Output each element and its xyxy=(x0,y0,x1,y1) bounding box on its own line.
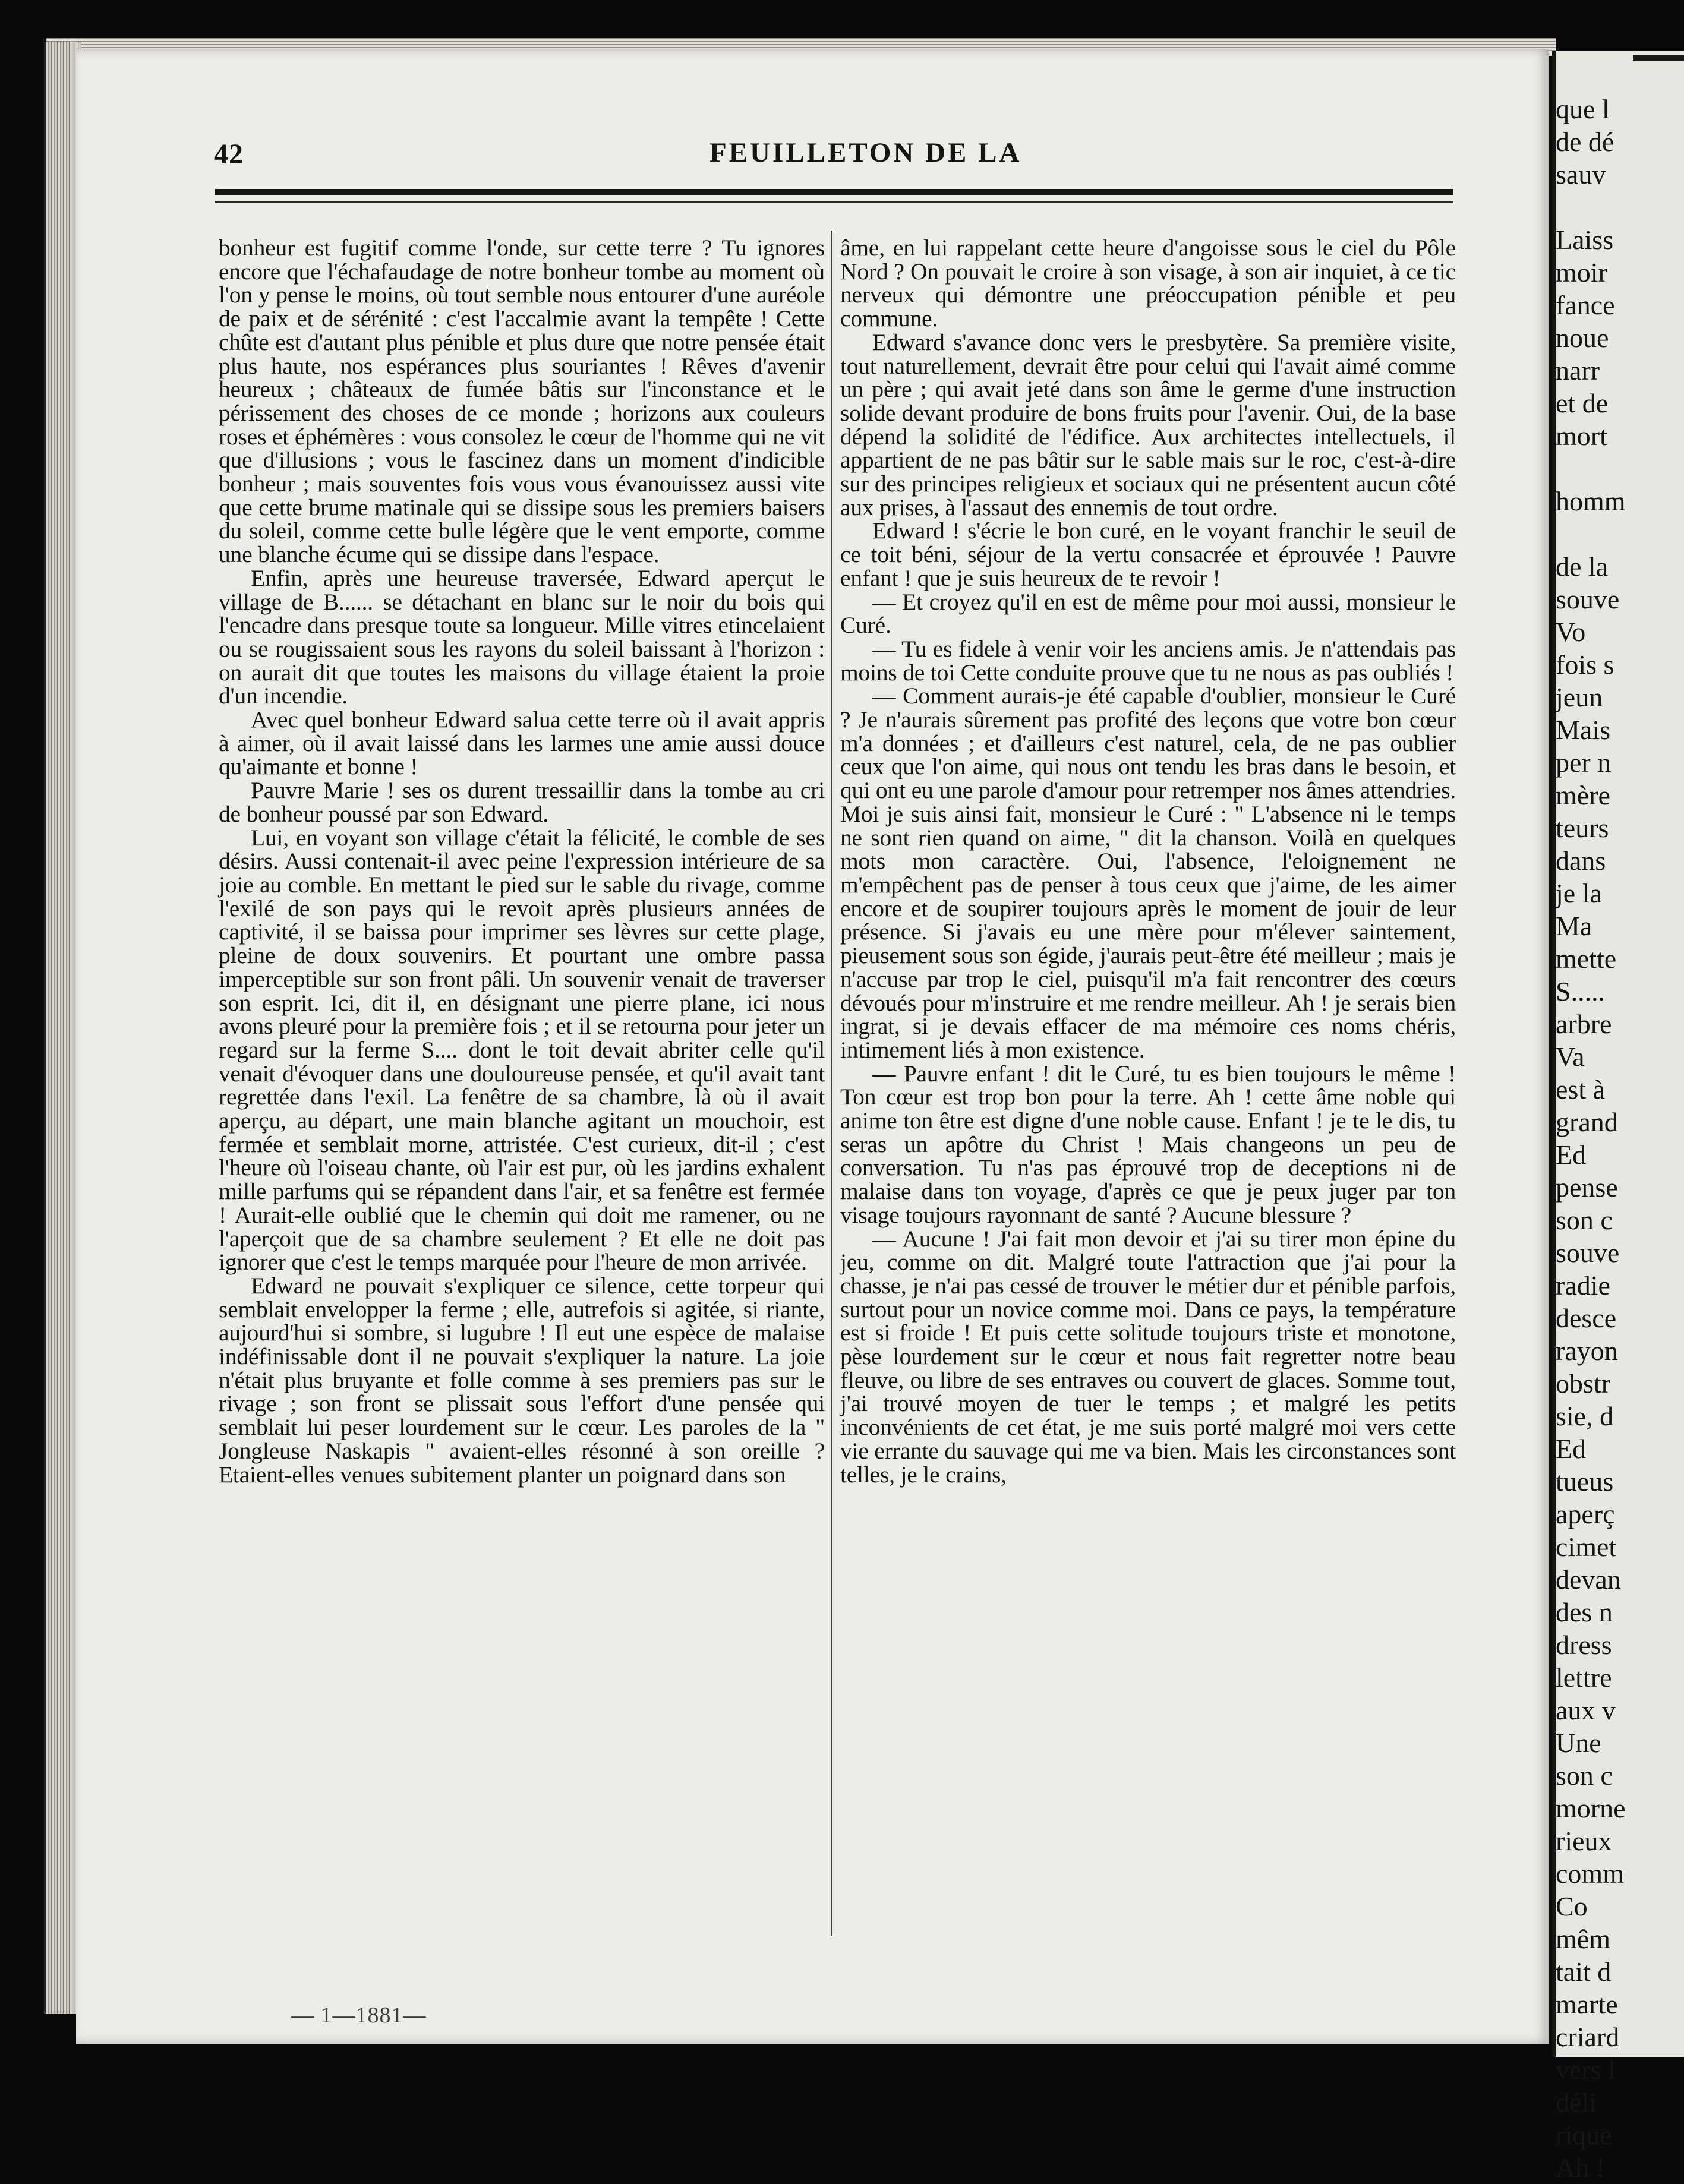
next-page-line: Laiss xyxy=(1556,225,1614,255)
next-page-line: Ed xyxy=(1556,1434,1587,1464)
next-page-line xyxy=(1481,191,1684,223)
next-page-line: des n xyxy=(1556,1597,1613,1627)
next-page-line: Mais xyxy=(1556,715,1610,745)
footer-mark: — 1—1881— xyxy=(291,2003,427,2028)
next-page-line xyxy=(1481,517,1684,550)
next-page-line: mort xyxy=(1556,421,1607,451)
book-page-right-edge xyxy=(1552,51,1684,2183)
paragraph: — Tu es fidele à venir voir les anciens amis. Je n'attendais pas moins de toi Cette conduite prouve que tu ne nous as pas oubliés ! xyxy=(840,635,1456,686)
next-page-line: sauv xyxy=(1556,159,1606,190)
paragraph: Edward ne pouvait s'expliquer ce silence, cette torpeur qui semblait envelopper la ferme ; elle, autrefois si agitée, si riante, aujourd'hui si sombre, si lugubre ! Il eut une espèce de malaise indéfinissable dont il ne pouvait s'expliquer la nature. La joie n'était plus bruyante et folle comme à ses premiers pas sur le rivage ; son front se plissait sous l'effort d'une pensée qui semblait lui peser lourdement sur le cœur. Les paroles de la " Jongleuse Naskapis " avaient-elles résonné à son oreille ? Etaient-elles venues subitement planter un poignard dans son xyxy=(219,1272,825,1488)
next-page-line: vers l xyxy=(1556,2054,1616,2085)
paragraph: Edward s'avance donc vers le presbytère. Sa première visite, tout naturellement, devrait être pour celui qui l'avait aimé comme un père ; qui avait jeté dans son âme le germe d'une instruction solide devant produire de bons fruits pour l'avenir. Oui, de la base dépend la solidité de l'édifice. Aux architectes intellectuels, il appartient de ne pas bâtir sur le sable mais sur le roc, c'est-à-dire sur des principes religieux et sociaux qui ne présentent aucun côté aux prises, à l'assaut des ennemis de tout ordre. xyxy=(840,329,1456,520)
paragraph: — Comment aurais-je été capable d'oublier, monsieur le Curé ? Je n'aurais sûrement pas profité des leçons que votre bon cœur m'a données ; et d'ailleurs c'est naturel, cela, de ne pas oublier ceux que l'on aime, qui nous ont tendu les bras dans le besoin, et qui ont eu une parole d'amour pour retremper nos âmes attendries. Moi je suis ainsi fait, monsieur le Curé : " L'absence ni le temps ne sont rien quand on aime, " dit la chanson. Voilà en quelques mots mon caractère. Oui, l'absence, l'eloignement ne m'empêchent pas de penser à tous ceux que j'aime, de les aimer encore et de soupirer toujours après le moment de jouir de leur présence. Si j'avais eu une mère pour m'élever saintement, pieusement sous son égide, j'aurais peut-être été meilleur ; mais je n'accuse par trop le ciel, puisqu'il m'a fait rencontrer des cœurs dévoués pour m'instruire et me rendre meilleur. Ah ! je serais bien ingrat, si je devais effacer de ma mémoire ces noms chéris, intimement liés à mon existence. xyxy=(840,683,1456,1063)
text-column-left xyxy=(219,236,825,1486)
next-page-line: fance xyxy=(1556,290,1615,320)
next-page-line: mette xyxy=(1556,943,1617,974)
next-page-line: que l xyxy=(1556,94,1610,124)
next-page-line: mêm xyxy=(1556,1924,1610,1954)
next-page-line: Ed xyxy=(1556,1140,1587,1170)
paragraph: — Pauvre enfant ! dit le Curé, tu es bien toujours le même ! Ton cœur est trop bon pour la terre. Ah ! cette âme noble qui anime ton être est digne d'une noble cause. Enfant ! je te le dis, tu seras un apôtre du Christ ! Mais changeons un peu de conversation. Tu n'as pas éprouvé trop de deceptions ni de malaise dans ton voyage, d'après ce que je peux juger par ton visage toujours rayonnant de santé ? Aucune blessure ? xyxy=(840,1060,1456,1228)
next-page-line: S..... xyxy=(1556,976,1606,1006)
next-page-line: aperç xyxy=(1556,1499,1615,1529)
text-column-right xyxy=(840,236,1456,1486)
next-page-line: arbre xyxy=(1556,1009,1612,1039)
next-page-line: de la xyxy=(1556,551,1609,582)
next-page-line xyxy=(1481,452,1684,485)
column-divider xyxy=(831,231,832,1936)
next-page-line: moir xyxy=(1556,257,1607,288)
next-page-line: marte xyxy=(1556,1989,1618,2019)
next-page-line: per n xyxy=(1556,747,1612,778)
next-page-line: mère xyxy=(1556,780,1610,810)
next-page-line: est à xyxy=(1556,1074,1606,1104)
next-page-line: jeun xyxy=(1556,682,1603,712)
paragraph: Lui, en voyant son village c'était la félicité, le comble de ses désirs. Aussi contenait-il avec peine l'expression intérieure de sa joie au comble. En mettant le pied sur le sable du rivage, comme l'exilé de son pays qui le revoit après plusieurs années de captivité, il se baissa pour imprimer ses lèvres sur cette plage, pleine de doux souvenirs. Et pourtant une ombre passa imperceptible sur son front pâli. Un souvenir venait de traverser son esprit. Ici, dit il, en désignant une pierre plane, ici nous avons pleuré pour la première fois ; et il se retourna pour jeter un regard sur la ferme S.... dont le toit devait abriter celle qu'il venait d'évoquer dans une douloureuse pensée, et qu'il avait tant regrettée dans l'exil. La fenêtre de sa chambre, là où il avait aperçu, au départ, une main blanche agitant un mouchoir, est fermée et semblait morne, attristée. C'est curieux, dit-il ; c'est l'heure où l'oiseau chante, où l'air est pur, où les jardins exhalent mille parfums qui se répandent dans l'air, et sa fenêtre est fermée ! Aurait-elle oublié que le chemin qui doit me ramener, ou ne l'aperçoit que de sa chambre seulement ? Et elle ne doit pas ignorer que c'est le temps marquée pour l'heure de mon arrivée. xyxy=(219,824,825,1276)
next-page-line: radie xyxy=(1556,1270,1610,1301)
paragraph: Pauvre Marie ! ses os durent tressaillir dans la tombe au cri de bonheur poussé par son Edward. xyxy=(219,777,825,827)
next-page-line: narr xyxy=(1556,355,1600,386)
next-page-line: aux v xyxy=(1556,1695,1616,1725)
next-page-line: homm xyxy=(1556,486,1626,516)
paragraph: Enfin, après une heureuse traversée, Edward aperçut le village de B...... se détachant en blanc sur le noir du bois qui l'encadre dans presque toute sa longueur. Mille vitres etincelaient ou se rougissaient sous les rayons du soleil baissant à l'horizon : on aurait dit que toutes les maisons du village étaient la proie d'un incendie. xyxy=(219,564,825,709)
next-page-line: devan xyxy=(1556,1564,1621,1595)
next-page-line: de dé xyxy=(1556,127,1614,157)
next-page-line: je la xyxy=(1556,878,1602,908)
next-page-line: et de xyxy=(1556,388,1609,418)
next-page-line: pense xyxy=(1556,1172,1618,1203)
next-page-line: Co xyxy=(1556,1891,1588,1921)
next-page-line: déli xyxy=(1556,2087,1597,2117)
next-page-line: dans xyxy=(1556,845,1606,876)
next-page-line: tait d xyxy=(1556,1956,1612,1987)
next-page-line: Vo xyxy=(1556,617,1586,647)
next-page-line: rieux xyxy=(1556,1826,1612,1856)
next-page-line: cimet xyxy=(1556,1532,1617,1562)
next-page-text xyxy=(1556,69,1684,2184)
next-page-line: desce xyxy=(1556,1303,1617,1333)
next-page-line: obstr xyxy=(1556,1368,1610,1399)
next-page-line: morne xyxy=(1556,1793,1626,1823)
next-page-line: souve xyxy=(1556,584,1620,614)
next-page-line: grand xyxy=(1556,1107,1618,1137)
paragraph: bonheur est fugitif comme l'onde, sur cette terre ? Tu ignores encore que l'échafaudage de notre bonheur tombe au moment où l'on y pense le moins, où tout semble nous entourer d'une auréole de paix et de sérénité : c'est l'accalmie avant la tempête ! Cette chûte est d'autant plus pénible et plus dure que notre pensée était plus haute, nos espérances plus souriantes ! Rêves d'avenir heureux ; châteaux de fumée bâtis sur l'inconstance et le périssement des choses de ce monde ; horizons aux couleurs roses et éphémères : vous consolez le cœur de l'homme qui ne vit que d'illusions ; vous le fascinez dans un moment d'indicible bonheur ; mais souventes fois vous vous évanouissez aussi vite que cette brume matinale qui se dissipe sous les premiers baisers du soleil, comme cette bulle légère que le vent emporte, comme une blanche écume qui se dissipe dans l'espace. xyxy=(219,235,825,568)
next-page-line: son c xyxy=(1556,1760,1613,1791)
next-page-line: tueus xyxy=(1556,1466,1614,1497)
next-page-line: comm xyxy=(1556,1858,1624,1889)
running-title: FEUILLETON DE LA xyxy=(709,137,1022,168)
next-page-line: sie, d xyxy=(1556,1401,1614,1431)
next-page-line: noue xyxy=(1556,323,1609,353)
paragraph: Edward ! s'écrie le bon curé, en le voyant franchir le seuil de ce toit béni, séjour de la vertu consacrée et éprouvée ! Pauvre enfant ! que je suis heureux de te revoir ! xyxy=(840,517,1456,591)
page-number: 42 xyxy=(214,138,244,170)
paragraph: — Et croyez qu'il en est de même pour moi aussi, monsieur le Curé. xyxy=(840,588,1456,639)
header-rule-thin xyxy=(215,201,1453,203)
paragraph: âme, en lui rappelant cette heure d'angoisse sous le ciel du Pôle Nord ? On pouvait le croire à son visage, à son air inquiet, à ce tic nerveux qui démontre une préoccupation pénible et peu commune. xyxy=(840,235,1456,332)
next-page-line: lettre xyxy=(1556,1662,1612,1693)
next-page-line: Une xyxy=(1556,1728,1601,1758)
next-page-line: fois s xyxy=(1556,649,1614,680)
next-page-line: criard xyxy=(1556,2022,1620,2052)
paragraph: Avec quel bonheur Edward salua cette terre où il avait appris à aimer, où il avait laissé dans les larmes une amie aussi douce qu'aimante et bonne ! xyxy=(219,706,825,780)
paragraph: — Aucune ! J'ai fait mon devoir et j'ai su tirer mon épine du jeu, comme on dit. Malgré toute l'attraction que j'ai pour la chasse, je n'ai pas cessé de trouver le métier dur et pénible parfois, surtout pour un novice comme moi. Dans ce pays, la température est si froide ! Et puis cette solitude toujours triste et monotone, pèse lourdement sur le cœur et nous fait regretter notre beau fleuve, ou libre de ses entraves ou couvert de glaces. Somme tout, j'ai trouvé moyen de tuer le temps ; et malgré les petits inconvénients de cet état, je me suis porté malgré moi vers cette vie errante du sauvage qui me va bien. Mais les circonstances sont telles, je le crains, xyxy=(840,1225,1456,1488)
next-page-line: souve xyxy=(1556,1238,1620,1268)
next-page-line: Ah ! xyxy=(1556,2153,1606,2183)
next-page-rule xyxy=(1633,55,1684,69)
next-page-line: rayon xyxy=(1556,1336,1618,1366)
next-page-line: Va xyxy=(1556,1041,1585,1072)
header-rule-thick xyxy=(215,189,1453,195)
next-page-line: dress xyxy=(1556,1630,1612,1660)
next-page-line: rique xyxy=(1556,2120,1612,2150)
next-page-line: son c xyxy=(1556,1205,1613,1235)
next-page-line: teurs xyxy=(1556,813,1609,843)
page-header xyxy=(214,138,1468,179)
next-page-line: Ma xyxy=(1556,911,1592,941)
